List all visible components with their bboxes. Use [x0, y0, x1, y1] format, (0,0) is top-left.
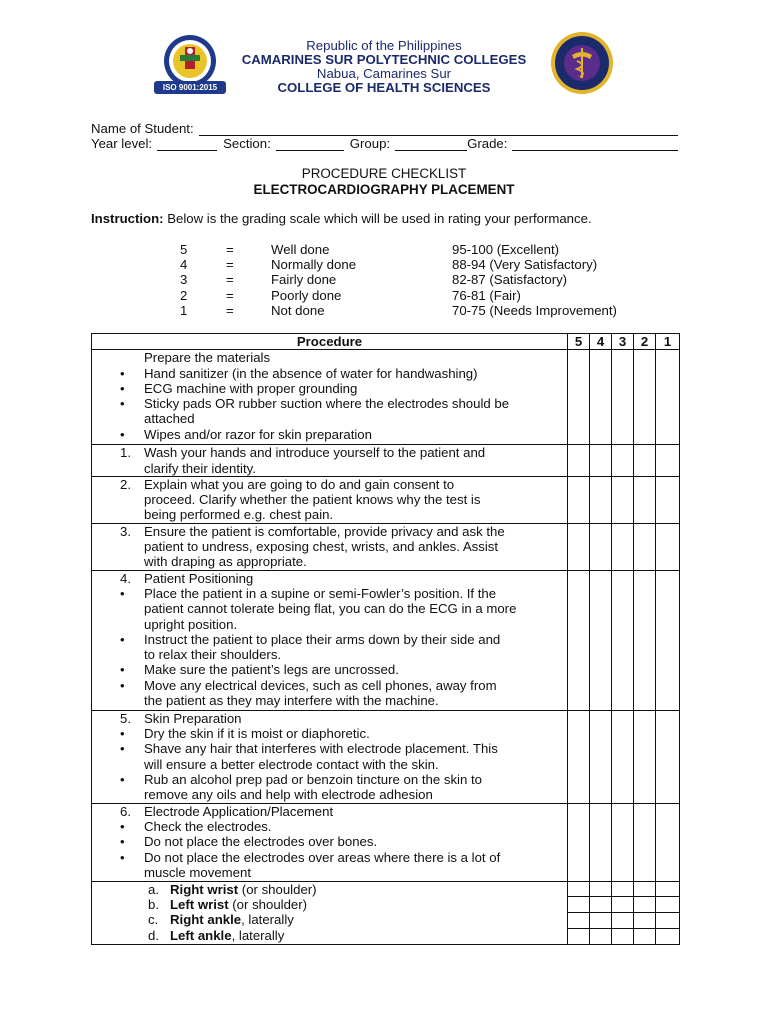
bullet-line: Make sure the patient’s legs are uncrossed. [144, 662, 399, 678]
score-cell[interactable] [656, 913, 679, 929]
table-row [92, 570, 680, 710]
procedure-checklist-table [91, 333, 680, 945]
step-4-cell [92, 570, 568, 710]
scale-eq: = [226, 287, 234, 303]
score-cell[interactable] [656, 350, 680, 445]
score-cell[interactable] [634, 476, 656, 523]
bullet-line: Instruct the patient to place their arms down by their side and [144, 631, 501, 647]
scale-score: 1 [180, 302, 188, 318]
scale-desc: Fairly done [271, 272, 337, 288]
score-cell[interactable] [612, 350, 634, 445]
step-number: 6. [120, 803, 131, 819]
limb-letter: c. [148, 912, 159, 928]
materials-cell [92, 350, 568, 445]
score-cell[interactable] [612, 882, 633, 898]
score-cell[interactable] [634, 897, 655, 913]
scale-range: 95-100 (Excellent) [452, 242, 560, 257]
name-label: Name of Student: [91, 121, 194, 136]
step-number: 2. [120, 476, 131, 492]
score-cell[interactable] [590, 476, 612, 523]
score-cell[interactable] [568, 897, 589, 913]
step-text: Ensure the patient is comfortable, provide privacy and ask the [144, 523, 505, 539]
score-cell[interactable] [568, 570, 590, 710]
score-cell[interactable] [612, 445, 634, 477]
scale-score: 2 [180, 287, 188, 303]
year-field[interactable] [157, 137, 217, 151]
table-row [92, 710, 680, 803]
step-number: 1. [120, 445, 131, 461]
score-cell[interactable] [656, 929, 679, 944]
limb-detail: (or shoulder) [228, 896, 308, 912]
score-cell[interactable] [656, 476, 680, 523]
score-column-header: 1 [656, 334, 680, 350]
score-column-header: 2 [634, 334, 656, 350]
grade-label: Grade: [467, 136, 508, 151]
table-row [92, 881, 680, 944]
scale-range: 76-81 (Fair) [452, 287, 521, 303]
bullet-line: Move any electrical devices, such as cell phones, away from [144, 677, 497, 693]
materials-item: • Wipes and/or razor for skin preparation [96, 427, 561, 442]
score-cell[interactable] [590, 445, 612, 477]
score-cell[interactable] [568, 523, 590, 570]
table-row [92, 445, 680, 477]
student-name-row [91, 121, 678, 136]
scale-range: 70-75 (Needs Improvement) [452, 302, 617, 318]
bullet-line: the patient as they may interfere with the machine. [144, 693, 439, 709]
department-name: COLLEGE OF HEALTH SCIENCES [277, 80, 491, 95]
limb-item [96, 897, 561, 912]
scale-range: 82-87 (Satisfactory) [452, 272, 568, 288]
bullet-line: upright position. [144, 616, 238, 632]
score-column-header: 3 [612, 334, 634, 350]
scale-desc: Normally done [271, 257, 357, 273]
bullet-line: Rub an alcohol prep pad or benzoin tincture on the skin to [144, 771, 482, 787]
bullet-line: patient cannot tolerate being flat, you can do the ECG in a more [144, 601, 517, 617]
limb-score-column [634, 881, 656, 944]
step-title: Electrode Application/Placement [144, 803, 334, 819]
scale-eq: = [226, 272, 234, 288]
step-text: Wash your hands and introduce yourself to the patient and [144, 445, 486, 461]
score-cell[interactable] [634, 882, 655, 898]
bullet-line: remove any oils and help with electrode adhesion [144, 787, 433, 803]
scale-desc: Not done [271, 302, 325, 318]
limb-name: Right ankle [170, 912, 242, 928]
step-number: 3. [120, 523, 131, 539]
materials-item: • ECG machine with proper grounding [96, 381, 561, 396]
scale-score: 5 [180, 242, 188, 257]
table-row [92, 803, 680, 881]
score-cell[interactable] [568, 803, 590, 881]
step-3-cell [92, 523, 568, 570]
step-title: Patient Positioning [144, 570, 254, 586]
score-cell[interactable] [590, 523, 612, 570]
college-name: CAMARINES SUR POLYTECHNIC COLLEGES [241, 52, 527, 67]
scale-eq: = [226, 302, 234, 318]
score-column-header: 5 [568, 334, 590, 350]
step-2-cell [92, 476, 568, 523]
bullet-line: Shave any hair that interferes with electrode placement. This [144, 741, 498, 757]
score-cell[interactable] [568, 929, 589, 944]
limb-item [96, 912, 561, 927]
materials-item-line: Sticky pads OR rubber suction where the electrodes should be [144, 396, 510, 412]
score-cell[interactable] [612, 710, 634, 803]
score-cell[interactable] [656, 882, 679, 898]
score-cell[interactable] [612, 897, 633, 913]
materials-item [96, 396, 561, 427]
group-field[interactable] [395, 137, 467, 151]
score-cell[interactable] [634, 913, 655, 929]
score-cell[interactable] [612, 523, 634, 570]
limb-detail: , laterally [231, 927, 285, 943]
score-cell[interactable] [656, 523, 680, 570]
bullet-line: muscle movement [144, 864, 252, 880]
score-cell[interactable] [568, 913, 589, 929]
score-cell[interactable] [612, 913, 633, 929]
limb-electrodes-cell [92, 881, 568, 944]
republic-line: Republic of the Philippines [306, 38, 462, 53]
table-header-row [92, 334, 680, 350]
group-label: Group: [349, 136, 391, 151]
scale-eq: = [226, 257, 234, 273]
checklist-title: PROCEDURE CHECKLIST [301, 166, 467, 181]
step-title: Skin Preparation [144, 710, 242, 726]
step-text: Explain what you are going to do and gain consent to [144, 476, 455, 492]
bullet-line: to relax their shoulders. [144, 647, 282, 663]
grade-field[interactable] [512, 137, 678, 151]
scale-desc: Well done [271, 242, 330, 257]
score-cell[interactable] [634, 523, 656, 570]
score-cell[interactable] [568, 882, 589, 898]
score-cell[interactable] [568, 350, 590, 445]
score-cell[interactable] [634, 803, 656, 881]
score-cell[interactable] [656, 710, 680, 803]
instruction-label: Instruction: [91, 211, 164, 226]
score-cell[interactable] [656, 570, 680, 710]
bullet-line: Do not place the electrodes over bones. [144, 834, 378, 850]
bullet-line: Dry the skin if it is moist or diaphoretic. [144, 725, 370, 741]
score-cell[interactable] [568, 710, 590, 803]
limb-score-column [590, 881, 612, 944]
limb-detail: , laterally [241, 912, 294, 928]
step-text: with draping as appropriate. [144, 554, 307, 570]
step-1-cell [92, 445, 568, 477]
score-cell[interactable] [612, 476, 634, 523]
bullet-line: Do not place the electrodes over areas where there is a lot of [144, 849, 501, 865]
scale-range: 88-94 (Very Satisfactory) [452, 257, 598, 273]
student-info-row [91, 136, 678, 151]
score-cell[interactable] [612, 803, 634, 881]
bullet-line: Check the electrodes. [144, 818, 272, 834]
score-cell[interactable] [590, 803, 612, 881]
limb-detail: (or shoulder) [238, 881, 317, 897]
college-location: Nabua, Camarines Sur [316, 66, 452, 81]
step-text: clarify their identity. [144, 460, 256, 476]
limb-name: Right wrist [170, 881, 239, 897]
bullet-line: Place the patient in a supine or semi-Fowler’s position. If the [144, 585, 497, 601]
limb-item [96, 928, 561, 943]
limb-name: Left wrist [170, 896, 229, 912]
step-text: patient to undress, exposing chest, wrists, and ankles. Assist [144, 539, 499, 555]
materials-item-line: attached [144, 411, 195, 427]
name-field[interactable] [199, 122, 678, 136]
step-5-cell [92, 710, 568, 803]
score-cell[interactable] [568, 445, 590, 477]
score-cell[interactable] [612, 929, 633, 944]
score-cell[interactable] [590, 710, 612, 803]
limb-item [96, 882, 561, 897]
score-cell[interactable] [634, 710, 656, 803]
score-cell[interactable] [634, 570, 656, 710]
procedure-column-header: Procedure [92, 334, 568, 350]
step-number: 5. [120, 710, 131, 726]
score-cell[interactable] [634, 350, 656, 445]
scale-score: 3 [180, 272, 188, 288]
instruction-text [91, 211, 592, 226]
bullet-line: will ensure a better electrode contact with the skin. [144, 756, 439, 772]
iso-badge-text: ISO 9001:2015 [162, 83, 218, 92]
score-cell[interactable] [590, 929, 611, 944]
scale-score: 4 [180, 257, 188, 273]
score-cell[interactable] [590, 913, 611, 929]
limb-name: Left ankle [170, 927, 232, 943]
limb-letter: d. [148, 927, 159, 943]
limb-letter: b. [148, 896, 159, 912]
score-cell[interactable] [590, 882, 611, 898]
year-label: Year level: [91, 136, 153, 151]
table-row [92, 523, 680, 570]
score-cell[interactable] [612, 570, 634, 710]
scale-eq: = [226, 242, 234, 257]
materials-item: • Hand sanitizer (in the absence of water for handwashing) [96, 366, 561, 381]
section-label: Section: [223, 136, 271, 151]
limb-letter: a. [148, 881, 159, 897]
score-cell[interactable] [590, 350, 612, 445]
score-column-header: 4 [590, 334, 612, 350]
instruction-body: Below is the grading scale which will be used in rating your performance. [163, 211, 592, 226]
score-cell[interactable] [656, 897, 679, 913]
section-field[interactable] [276, 137, 344, 151]
limb-score-column [568, 881, 590, 944]
procedure-title: ELECTROCARDIOGRAPHY PLACEMENT [253, 182, 515, 197]
step-number: 4. [120, 570, 131, 586]
table-row [92, 476, 680, 523]
materials-title: Prepare the materials [144, 350, 271, 366]
step-6-cell [92, 803, 568, 881]
limb-score-column [656, 881, 680, 944]
score-cell[interactable] [656, 445, 680, 477]
step-text: being performed e.g. chest pain. [144, 507, 334, 523]
table-row [92, 350, 680, 445]
score-cell[interactable] [590, 897, 611, 913]
score-cell[interactable] [568, 476, 590, 523]
score-cell[interactable] [634, 445, 656, 477]
limb-score-column [612, 881, 634, 944]
score-cell[interactable] [656, 803, 680, 881]
step-text: proceed. Clarify whether the patient knows why the test is [144, 492, 481, 508]
score-cell[interactable] [590, 570, 612, 710]
scale-desc: Poorly done [271, 287, 342, 303]
score-cell[interactable] [634, 929, 655, 944]
